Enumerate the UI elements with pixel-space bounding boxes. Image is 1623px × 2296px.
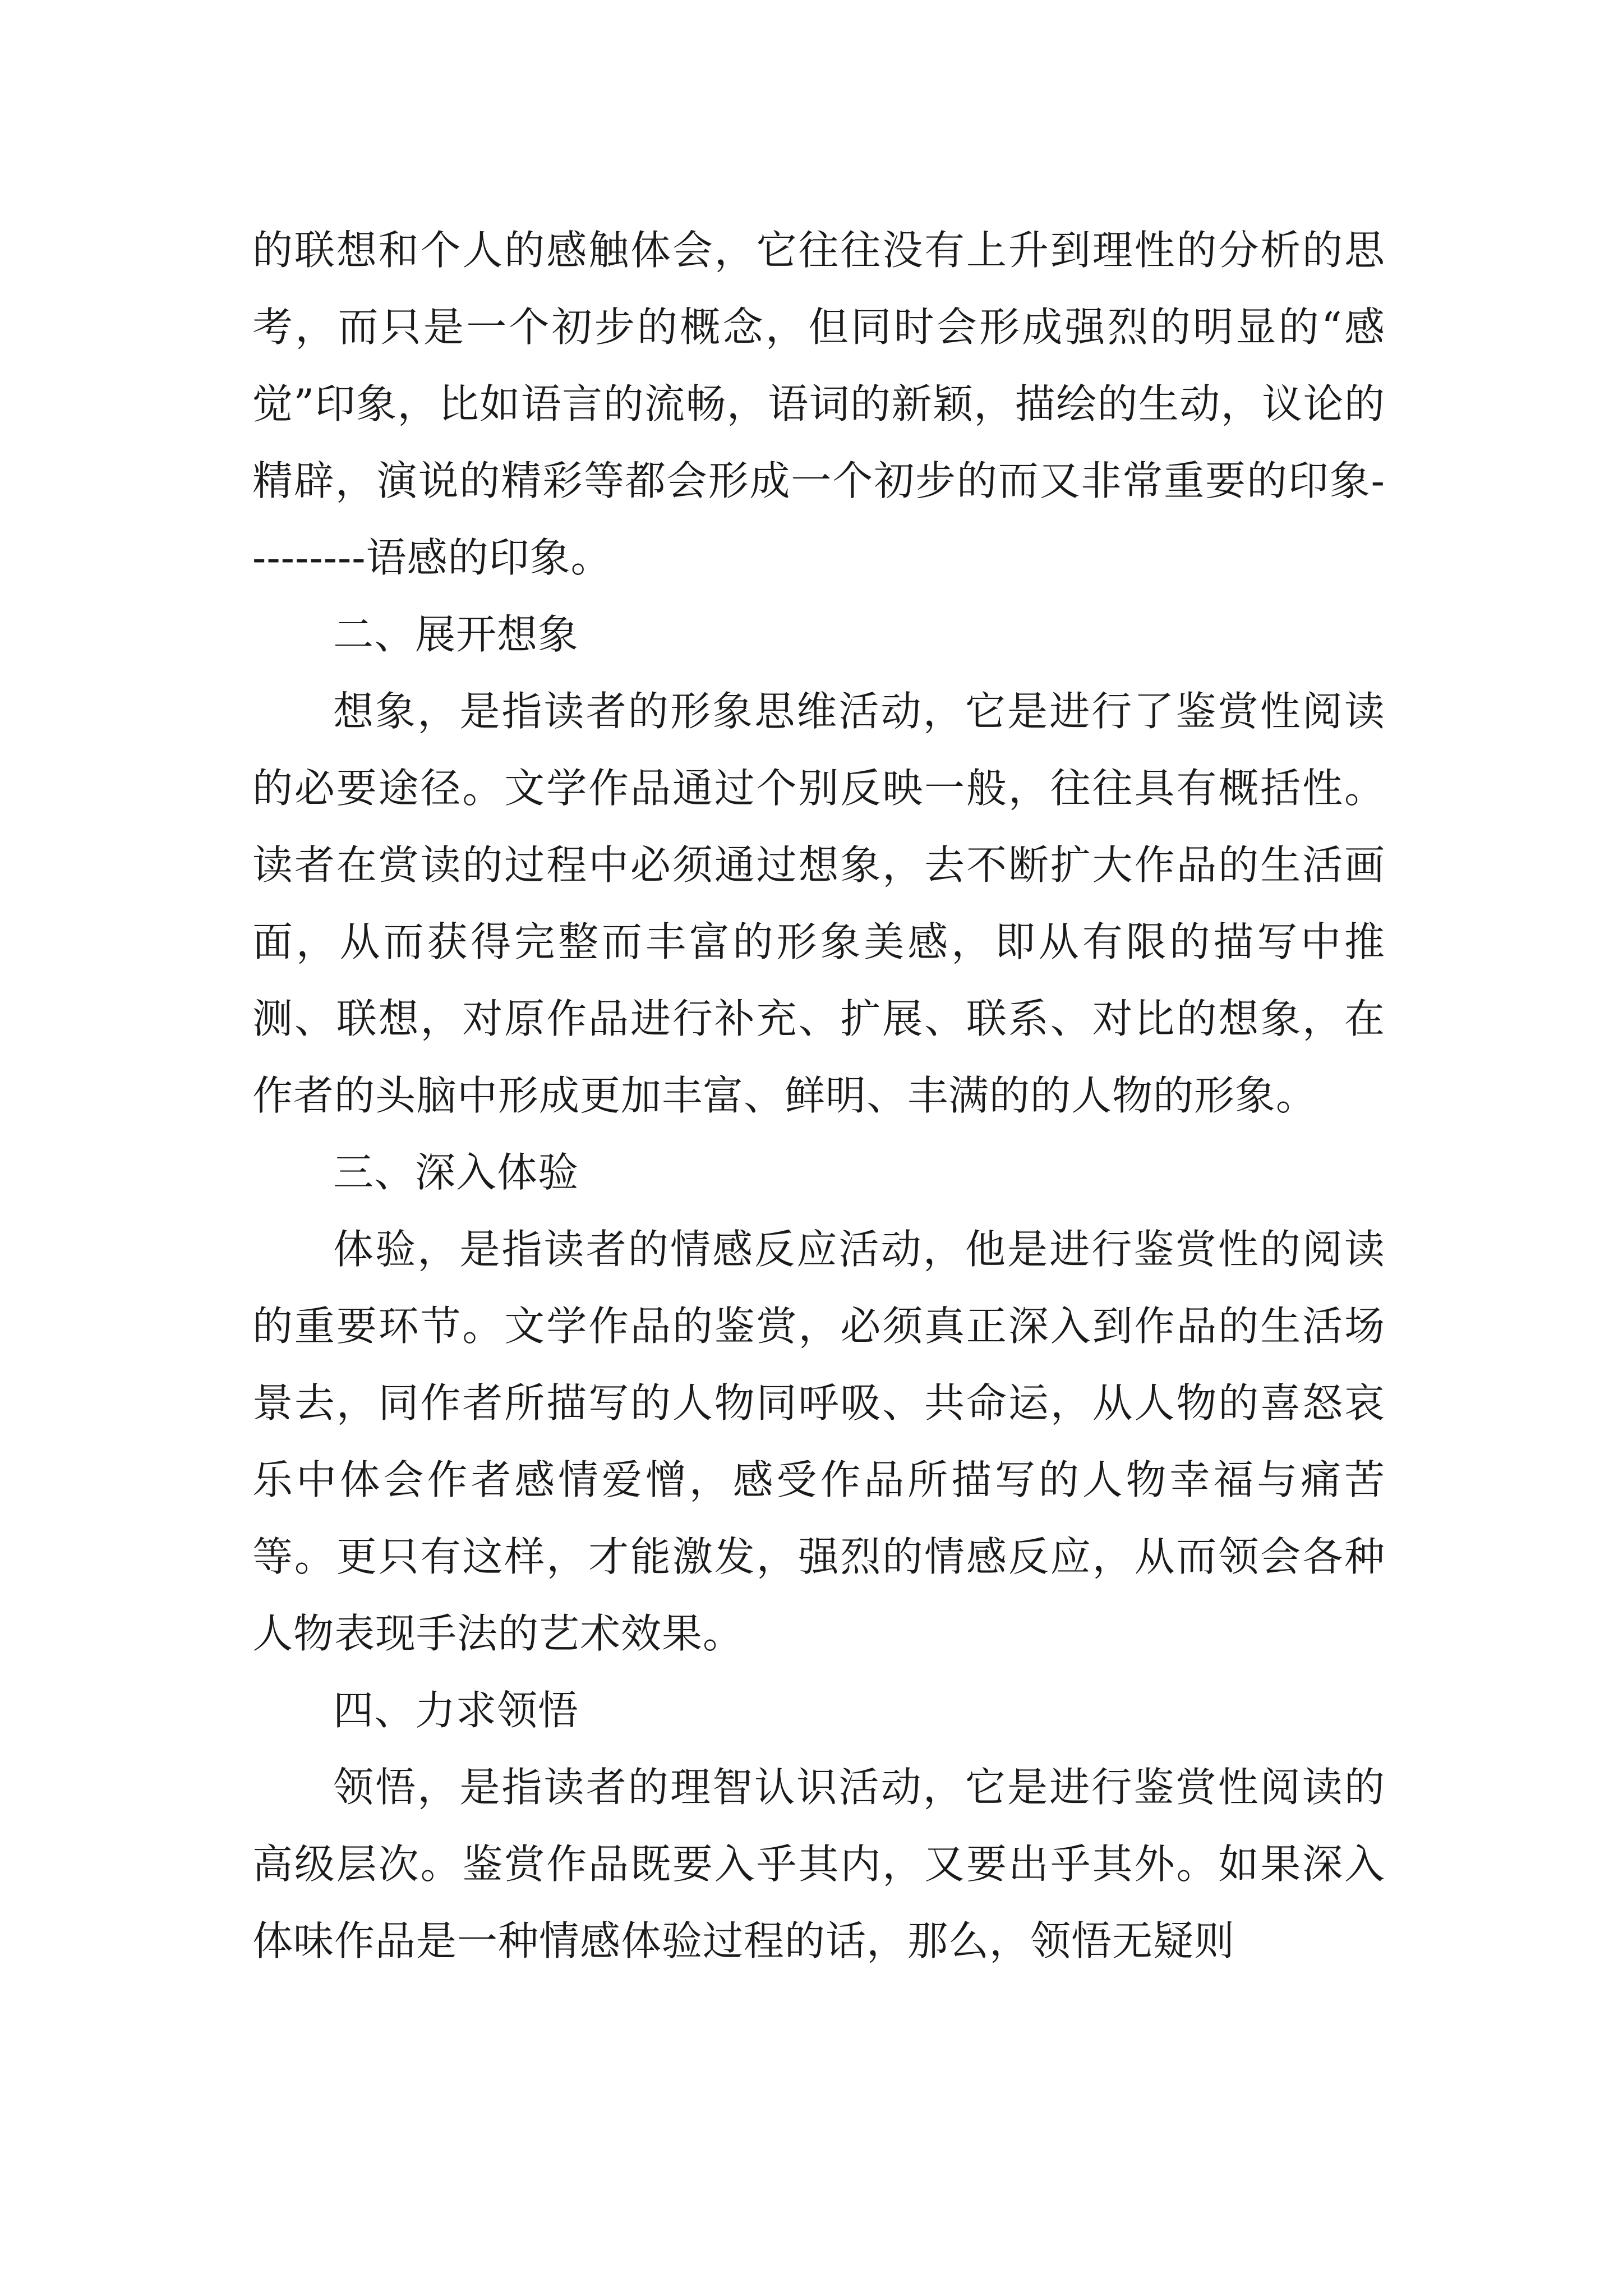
section-heading-2: 二、展开想象 — [333, 611, 579, 658]
section-heading-4: 四、力求领悟 — [333, 1687, 579, 1734]
document-body — [252, 212, 1385, 1980]
paragraph-comprehension: 领悟，是指读者的理智认识活动，它是进行鉴赏性阅读的高级层次。鉴赏作品既要入乎其内，又要出乎其外。如果深入体味作品是一种情感体验过程的话，那么，领悟无疑则 — [252, 1764, 1385, 1964]
section-heading-3: 三、深入体验 — [333, 1149, 579, 1196]
paragraph-imagination: 想象，是指读者的形象思维活动，它是进行了鉴赏性阅读的必要途径。文学作品通过个别反映一般，往往具有概括性。读者在赏读的过程中必须通过想象，去不断扩大作品的生活画面，从而获得完整而丰富的形象美感，即从有限的描写中推测、联想，对原作品进行补充、扩展、联系、对比的想象，在作者的头脑中形成更加丰富、鲜明、丰满的的人物的形象。 — [252, 688, 1385, 1119]
paragraph-experience: 体验，是指读者的情感反应活动，他是进行鉴赏性的阅读的重要环节。文学作品的鉴赏，必须真正深入到作品的生活场景去，同作者所描写的人物同呼吸、共命运，从人物的喜怒哀乐中体会作者感情爱憎，感受作品所描写的人物幸福与痛苦等。更只有这样，才能激发，强烈的情感反应，从而领会各种人物表现手法的艺术效果。 — [252, 1226, 1385, 1657]
paragraph-continued: 的联想和个人的感触体会，它往往没有上升到理性的分析的思考，而只是一个初步的概念，但同时会形成强烈的明显的“感觉”印象，比如语言的流畅，语词的新颖，描绘的生动，议论的精辟，演说的精彩等都会形成一个初步的而又非常重要的印象---------语感的印象。 — [252, 227, 1385, 581]
